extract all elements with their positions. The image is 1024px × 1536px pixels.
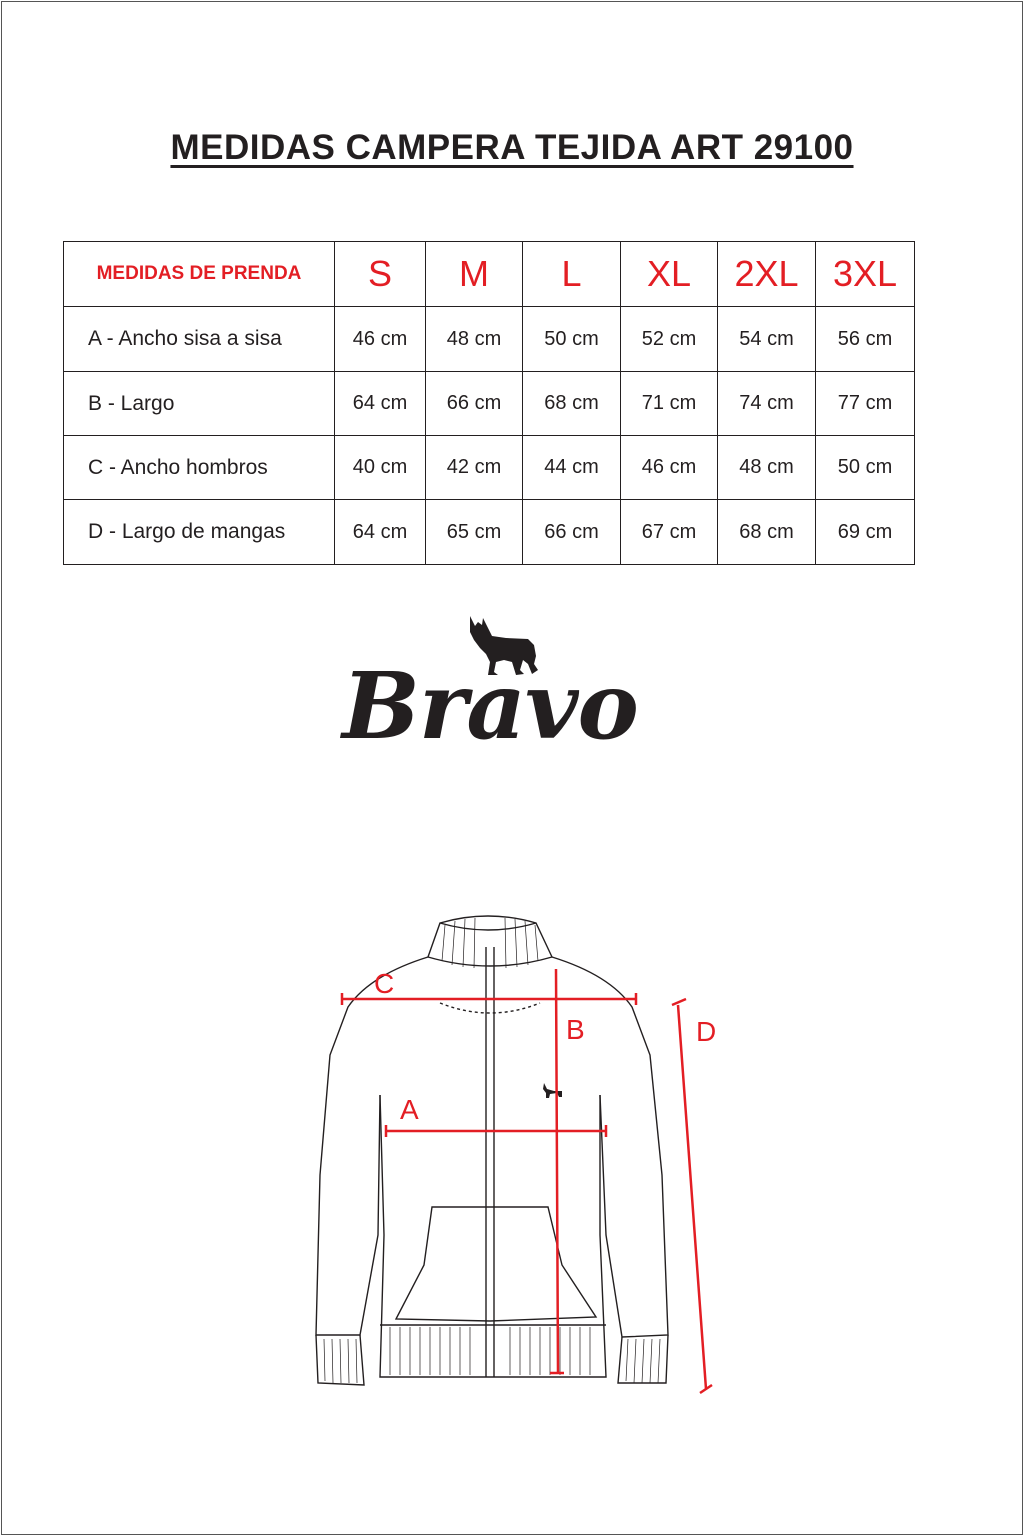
table-cell: 64 cm (335, 500, 426, 565)
table-cell: 74 cm (718, 372, 816, 436)
table-cell: 56 cm (816, 307, 915, 372)
row-label: D - Largo de mangas (64, 500, 335, 565)
row-label: B - Largo (64, 372, 335, 436)
size-header-2xl: 2XL (718, 242, 816, 307)
table-cell: 42 cm (426, 436, 523, 500)
jacket-outline (316, 916, 668, 1385)
table-row (64, 436, 915, 500)
size-table (63, 241, 915, 565)
size-header-l: L (523, 242, 621, 307)
size-header-3xl: 3XL (816, 242, 915, 307)
table-cell: 46 cm (335, 307, 426, 372)
label-b: B (566, 1014, 585, 1045)
measure-lines (342, 969, 712, 1393)
size-header-s: S (335, 242, 426, 307)
table-cell: 54 cm (718, 307, 816, 372)
table-cell: 50 cm (523, 307, 621, 372)
row-label: C - Ancho hombros (64, 436, 335, 500)
table-cell: 67 cm (621, 500, 718, 565)
table-cell: 40 cm (335, 436, 426, 500)
table-header-row (64, 242, 915, 307)
jacket-diagram (300, 905, 740, 1405)
row-label: A - Ancho sisa a sisa (64, 307, 335, 372)
table-cell: 48 cm (718, 436, 816, 500)
label-a: A (400, 1094, 419, 1125)
table-cell: 50 cm (816, 436, 915, 500)
table-cell: 71 cm (621, 372, 718, 436)
table-cell: 69 cm (816, 500, 915, 565)
page-title: MEDIDAS CAMPERA TEJIDA ART 29100 (170, 128, 854, 167)
table-cell: 65 cm (426, 500, 523, 565)
header-label: MEDIDAS DE PRENDA (64, 242, 335, 307)
chest-bulldog-icon (543, 1083, 562, 1098)
table-cell: 66 cm (426, 372, 523, 436)
brand-logo (320, 612, 660, 772)
table-row (64, 307, 915, 372)
table-cell: 46 cm (621, 436, 718, 500)
measure-line-d (672, 999, 712, 1393)
label-c: C (374, 968, 395, 999)
table-cell: 68 cm (523, 372, 621, 436)
measure-labels (374, 968, 716, 1125)
label-d: D (696, 1016, 717, 1047)
table-cell: 66 cm (523, 500, 621, 565)
measure-line-b (550, 969, 564, 1373)
table-cell: 68 cm (718, 500, 816, 565)
size-header-xl: XL (621, 242, 718, 307)
size-header-m: M (426, 242, 523, 307)
table-cell: 64 cm (335, 372, 426, 436)
table-cell: 48 cm (426, 307, 523, 372)
brand-logo-text: Bravo (342, 652, 638, 760)
measure-line-a (386, 1125, 606, 1137)
table-row (64, 372, 915, 436)
table-cell: 52 cm (621, 307, 718, 372)
table-row (64, 500, 915, 565)
table-cell: 77 cm (816, 372, 915, 436)
table-cell: 44 cm (523, 436, 621, 500)
